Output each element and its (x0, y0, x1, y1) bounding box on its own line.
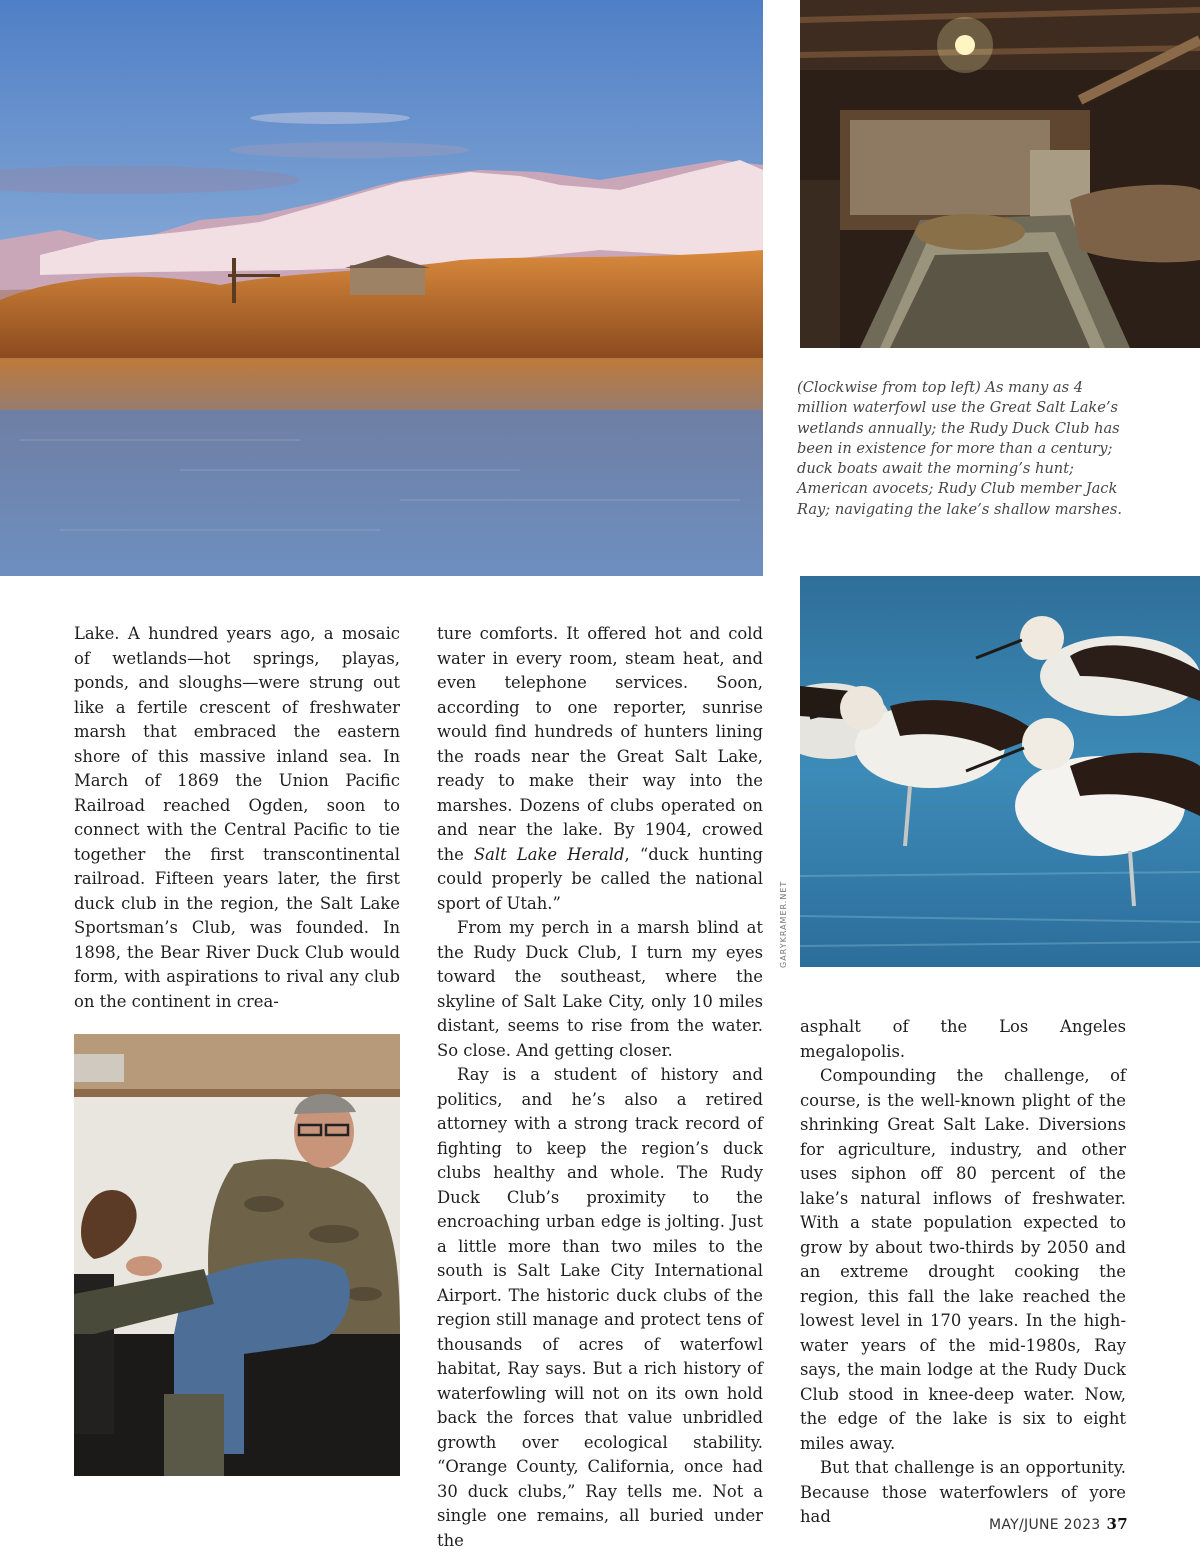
publication-title: Salt Lake Herald (473, 844, 625, 864)
article-column-1 (74, 622, 400, 1014)
page-footer (989, 1515, 1128, 1533)
article-column-2 (437, 622, 763, 1553)
photo-boathouse (800, 0, 1200, 348)
article-paragraph: Compounding the challenge, of course, is the well-known plight of the shrinking Great Salt Lake. Diversions for agriculture, industry, and other uses siphon off 80 percent of the lake’s natural inflows of freshwater. With a state population expected to grow by about two-thirds by 2050 and an extreme drought cooking the region, this fall the lake reached the lowest level in 170 years. In the high-water years of the mid-1980s, Ray says, the main lodge at the Rudy Duck Club stood in knee-deep water. Now, the edge of the lake is six to eight miles away. (800, 1066, 1126, 1453)
photo-jack-ray (74, 1034, 400, 1476)
article-paragraph: asphalt of the Los Angeles megalopolis. (800, 1017, 1126, 1061)
photo-credit: GARYKRAMER.NET (779, 880, 788, 968)
photo-lake-sunset (0, 0, 763, 576)
article-paragraph: Lake. A hundred years ago, a mosaic of wetlands—hot springs, playas, ponds, and sloughs—were strung out like a fertile crescent of freshwater marsh that embraced the eastern shore of this massive inland sea. In March of 1869 the Union Pacific Railroad reached Ogden, soon to connect with the Central Pacific to tie together the first transcontinental railroad. Fifteen years later, the first duck club in the region, the Salt Lake Sportsman’s Club, was founded. In 1898, the Bear River Duck Club would form, with aspirations to rival any club on the continent in crea- (74, 624, 400, 1011)
photo-avocets (800, 576, 1200, 967)
article-paragraph: From my perch in a marsh blind at the Rudy Duck Club, I turn my eyes toward the southeast, where the skyline of Salt Lake City, only 10 miles distant, seems to rise from the water. So close. And getting closer. (437, 918, 763, 1060)
article-paragraph: But that challenge is an opportunity. Because those waterfowlers of yore had (800, 1458, 1126, 1526)
article-column-3 (800, 1015, 1126, 1530)
article-paragraph: ture comforts. It offered hot and cold water in every room, steam heat, and even telephone services. Soon, according to one reporter, sunrise would find hundreds of hunters lining the roads near the Great Salt Lake, ready to make their way into the marshes. Dozens of clubs operated on and near the lake. By 1904, crowed the Salt Lake Herald, “duck hunting could properly be called the national sport of Utah.” (437, 624, 764, 913)
article-paragraph: Ray is a student of history and politics, and he’s also a retired attorney with a strong track record of fighting to keep the region’s duck clubs healthy and whole. The Rudy Duck Club’s proximity to the encroaching urban edge is jolting. Just a little more than two miles to the south is Salt Lake City International Airport. The historic duck clubs of the region still manage and protect tens of thousands of acres of waterfowl habitat, Ray says. But a rich history of waterfowling will not on its own hold back the forces that value unbridled growth over ecological stability. “Orange County, California, once had 30 duck clubs,” Ray tells me. Not a single one remains, all buried under the (437, 1065, 763, 1550)
issue-date: MAY/JUNE 2023 (989, 1517, 1101, 1533)
page-number: 37 (1106, 1515, 1128, 1533)
photo-caption: (Clockwise from top left) As many as 4 million waterfowl use the Great Salt Lake’s wetlands annually; the Rudy Duck Club has been in existence for more than a century; duck boats await the morning’s hunt; American avocets; Rudy Club member Jack Ray; navigating the lake’s shallow marshes. (797, 379, 1122, 518)
